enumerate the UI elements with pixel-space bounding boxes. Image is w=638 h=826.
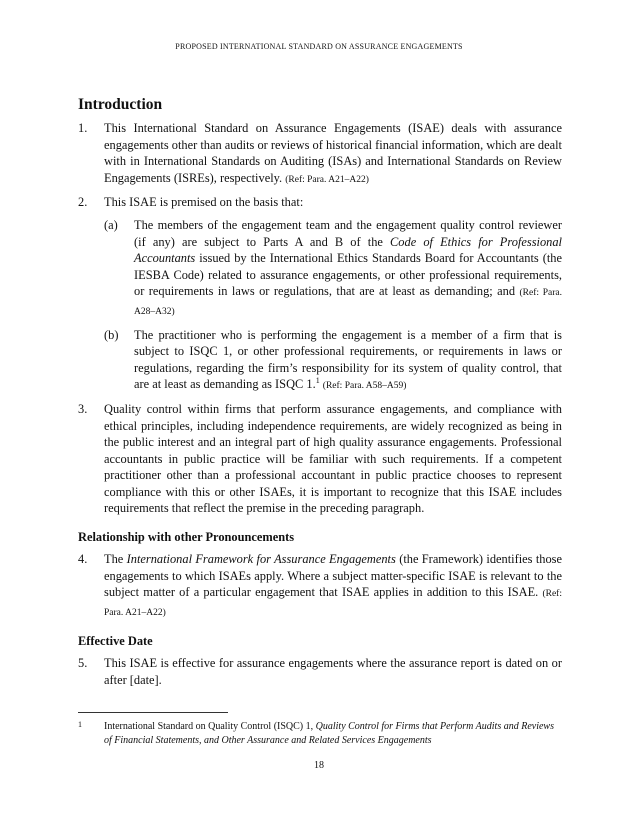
- paragraph-text: This ISAE is premised on the basis that:: [104, 195, 304, 210]
- paragraph-number: 1.: [78, 121, 88, 135]
- subparagraph-text-continued: issued by the International Ethics Standards Board for Accountants (the IESBA Code) related to assurance engagements, or other professional requirements, or requirements in laws or regulations, that are at least as demanding; and: [134, 251, 562, 299]
- running-header: PROPOSED INTERNATIONAL STANDARD ON ASSURANCE ENGAGEMENTS: [175, 42, 463, 51]
- subparagraph-a: [78, 217, 562, 321]
- paragraph-text: Quality control within firms that perform assurance engagements, and compliance with ethical principles, including independence requirements, are widely recognized as being in the public interest and an integral part of high quality assurance engagements. Professional accountants in public practice will be familiar with such requirements. If a competent practitioner other than a professional accountant in public practice chooses to represent compliance with this or other ISAEs, it is important to recognize that this ISAE includes requirements that reflect the premise in the preceding paragraph.: [104, 401, 562, 516]
- footnote-divider: [78, 712, 228, 713]
- paragraph-reference: (Ref: Para. A28–A32): [134, 288, 562, 317]
- paragraph-reference: (Ref: Para. A21–A22): [104, 589, 562, 618]
- paragraph-text-continued: (the Framework) identifies those engagements to which ISAEs apply. Where a subject matter-specific ISAE is relevant to the subject matter of a particular engagement that ISAE applies in addition to this ISAE.: [104, 552, 562, 600]
- paragraph-number: 5.: [78, 656, 88, 671]
- page-number: 18: [314, 760, 324, 771]
- paragraph-reference: (Ref: Para. A58–A59): [322, 381, 407, 392]
- footnote-number: 1: [78, 720, 82, 729]
- paragraph-2: [78, 194, 562, 211]
- document-body: [78, 96, 562, 695]
- section-heading-effective-date: Effective Date: [78, 634, 153, 649]
- paragraph-1: [78, 120, 562, 188]
- footnote-marker[interactable]: 1: [315, 376, 320, 386]
- footnote-text: International Standard on Quality Control (ISQC) 1,: [104, 721, 314, 732]
- paragraph-text: This International Standard on Assurance Engagements (ISAE) deals with assurance engagements other than audits or reviews of historical financial information, which are dealt with in International Standards on Auditing (ISAs) and International Standards on Review Engagements (ISREs), respectively.: [104, 121, 562, 185]
- paragraph-3: [78, 401, 562, 517]
- paragraph-number: 3.: [78, 401, 88, 416]
- framework-title: International Framework for Assurance Engagements: [126, 552, 396, 567]
- section-heading-relationship: Relationship with other Pronouncements: [78, 530, 295, 545]
- paragraph-5: [78, 655, 562, 688]
- paragraph-text: The: [104, 552, 124, 567]
- paragraph-text: This ISAE is effective for assurance engagements where the assurance report is dated on or after [date].: [104, 656, 562, 688]
- subparagraph-label: (a): [104, 217, 118, 232]
- subparagraph-text: The members of the engagement team and the engagement quality control reviewer (if any) are subject to Parts A and B of the: [134, 217, 562, 249]
- paragraph-4: [78, 551, 562, 621]
- paragraph-reference: (Ref: Para. A21–A22): [285, 174, 369, 185]
- footnote-title: Quality Control for Firms that Perform Audits and Reviews of Financial Statements, and Other Assurance and Related Services Engagements: [104, 721, 554, 746]
- section-heading-introduction: Introduction: [78, 96, 163, 113]
- subparagraph-b: [78, 327, 562, 395]
- subparagraph-text: The practitioner who is performing the engagement is a member of a firm that is subject to ISQC 1, or other professional requirements, or requirements in laws or regulations, regarding the firm’s responsibility for its system of quality control, that are at least as demanding as ISQC 1.: [134, 327, 562, 392]
- paragraph-number: 4.: [78, 552, 88, 567]
- code-of-ethics-title: Code of Ethics for Professional Accountants: [134, 234, 562, 266]
- footnote: [78, 720, 562, 748]
- subparagraph-label: (b): [104, 327, 119, 342]
- paragraph-number: 2.: [78, 195, 88, 210]
